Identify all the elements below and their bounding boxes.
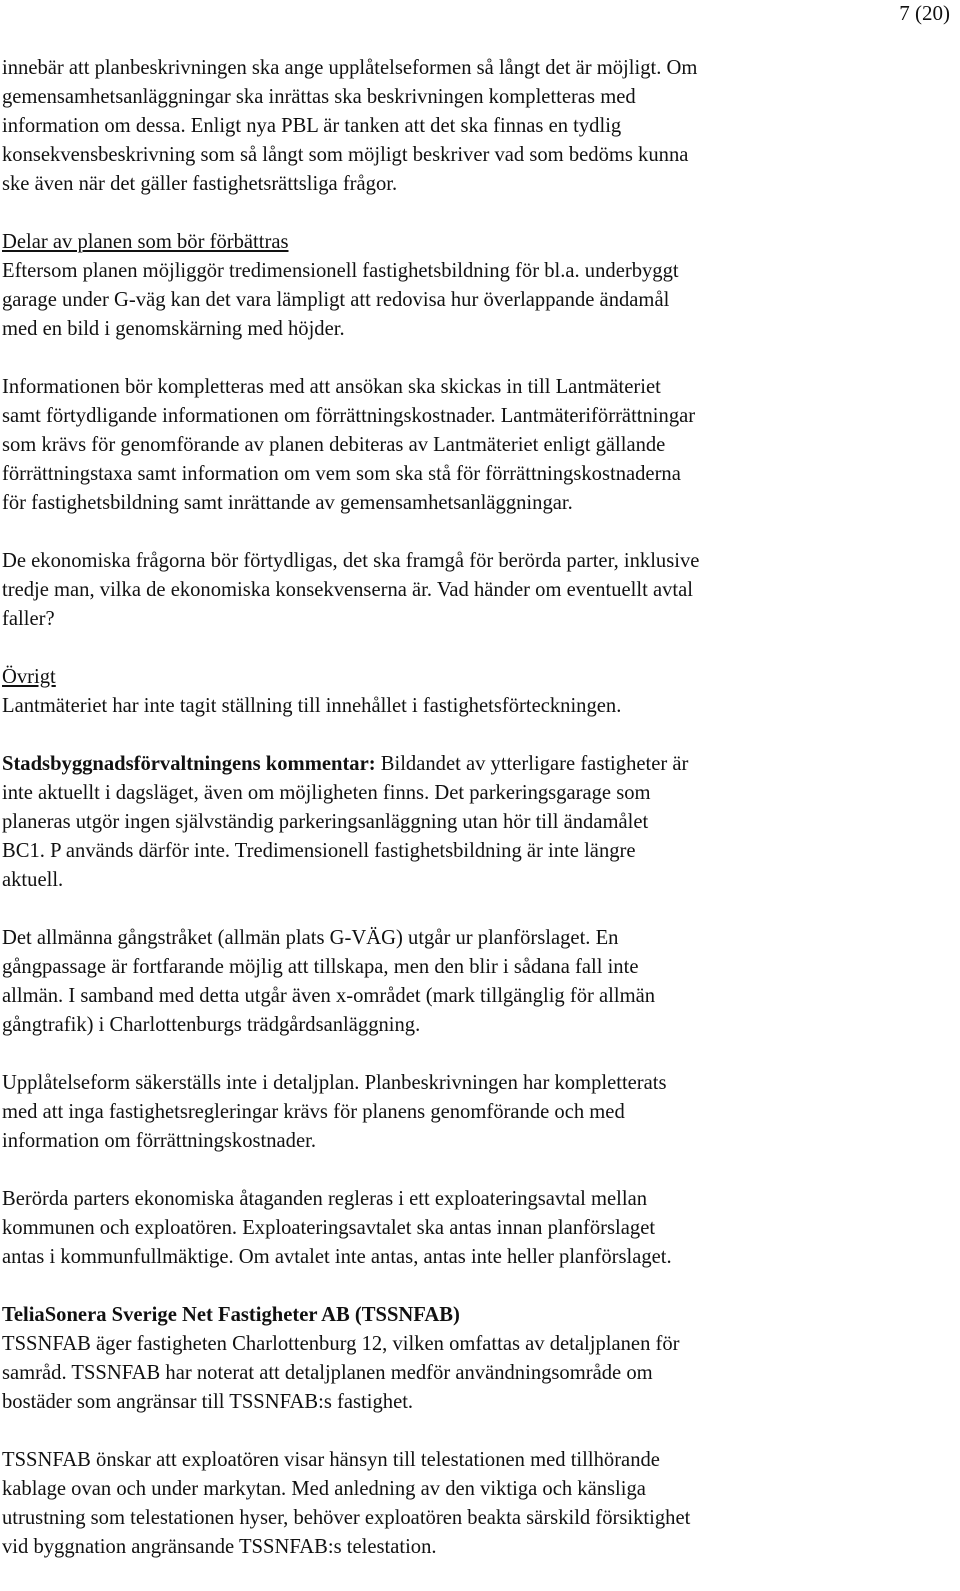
section-heading-other: Övrigt [2, 666, 56, 688]
text-line: information om förrättningskostnader. [2, 1130, 316, 1152]
paragraph-intro [2, 54, 946, 199]
text-line: samråd. TSSNFAB har noterat att detaljplanen medför användningsområde om [2, 1362, 653, 1384]
text-line: faller? [2, 608, 55, 630]
text-line: ske även när det gäller fastighetsrättsliga frågor. [2, 173, 398, 195]
text-line: bostäder som angränsar till TSSNFAB:s fastighet. [2, 1391, 414, 1413]
text-line: Det allmänna gångstråket (allmän plats G-VÄG) utgår ur planförslaget. En [2, 927, 619, 949]
text-line: gångtrafik) i Charlottenburgs trädgårdsanläggning. [2, 1014, 421, 1036]
paragraph-telestation [2, 1446, 946, 1562]
text-line: förrättningstaxa samt information om vem som ska stå för förrättningskostnaderna [2, 463, 681, 485]
paragraph-economics [2, 547, 946, 634]
text-line: Upplåtelseform säkerställs inte i detaljplan. Planbeskrivningen har kompletterats [2, 1072, 667, 1094]
text-line: gemensamhetsanläggningar ska inrättas ska beskrivningen kompletteras med [2, 86, 636, 108]
text-line: aktuell. [2, 869, 64, 891]
paragraph-other [2, 663, 946, 721]
text-line: Informationen bör kompletteras med att ansökan ska skickas in till Lantmäteriet [2, 376, 661, 398]
text-line: De ekonomiska frågorna bör förtydligas, det ska framgå för berörda parter, inklusive [2, 550, 700, 572]
text-line: garage under G-väg kan det vara lämpligt att redovisa hur överlappande ändamål [2, 289, 670, 311]
text-line: utrustning som telestationen hyser, behöver exploatören beakta särskild försiktighet [2, 1507, 691, 1529]
text-line: Lantmäteriet har inte tagit ställning till innehållet i fastighetsförteckningen. [2, 695, 622, 717]
text-line: kommunen och exploatören. Exploateringsavtalet ska antas innan planförslaget [2, 1217, 656, 1239]
text-line: samt förtydligande informationen om förrättningskostnader. Lantmäteriförrättningar [2, 405, 696, 427]
paragraph-tenure [2, 1069, 946, 1156]
text-line: BC1. P används därför inte. Tredimensionell fastighetsbildning är inte längre [2, 840, 636, 862]
paragraph-walkway [2, 924, 946, 1040]
text-line: kablage ovan och under markytan. Med anledning av den viktiga och känsliga [2, 1478, 646, 1500]
text-line: TSSNFAB äger fastigheten Charlottenburg 12, vilken omfattas av detaljplanen för [2, 1333, 680, 1355]
text-line: TSSNFAB önskar att exploatören visar hänsyn till telestationen med tillhörande [2, 1449, 660, 1471]
text-line: inte aktuellt i dagsläget, även om möjligheten finns. Det parkeringsgarage som [2, 782, 651, 804]
text-line: för fastighetsbildning samt inrättande av gemensamhetsanläggningar. [2, 492, 573, 514]
paragraph-agreement [2, 1185, 946, 1272]
text-line: som krävs för genomförande av planen debiteras av Lantmäteriet enligt gällande [2, 434, 666, 456]
text-line: gångpassage är fortfarande möjlig att tillskapa, men den blir i sådana fall inte [2, 956, 639, 978]
text-line: vid byggnation angränsande TSSNFAB:s telestation. [2, 1536, 437, 1558]
text-line: med en bild i genomskärning med höjder. [2, 318, 345, 340]
text-line: med att inga fastighetsregleringar krävs för planens genomförande och med [2, 1101, 625, 1123]
document-body [2, 54, 946, 1591]
paragraph-comment [2, 750, 946, 895]
text-line: Berörda parters ekonomiska åtaganden regleras i ett exploateringsavtal mellan [2, 1188, 648, 1210]
text-line: allmän. I samband med detta utgår även x-området (mark tillgänglig för allmän [2, 985, 656, 1007]
text-line: information om dessa. Enligt nya PBL är tanken att det ska finnas en tydlig [2, 115, 622, 137]
page-number: 7 (20) [899, 1, 950, 25]
text-fragment: Bildandet av ytterligare fastigheter är [375, 753, 689, 775]
comment-first-line [2, 750, 946, 779]
paragraph-improvements [2, 228, 946, 344]
section-heading-improvements: Delar av planen som bör förbättras [2, 231, 289, 253]
paragraph-teliasonera [2, 1301, 946, 1417]
text-line: planeras utgör ingen självständig parkeringsanläggning utan hör till ändamålet [2, 811, 649, 833]
paragraph-information [2, 373, 946, 518]
comment-lead: Stadsbyggnadsförvaltningens kommentar: [2, 753, 376, 775]
text-line: tredje man, vilka de ekonomiska konsekvenserna är. Vad händer om eventuellt avtal [2, 579, 694, 601]
text-line: konsekvensbeskrivning som så långt som möjligt beskriver vad som bedöms kunna [2, 144, 689, 166]
text-line: antas i kommunfullmäktige. Om avtalet inte antas, antas inte heller planförslaget. [2, 1246, 672, 1268]
text-line: Eftersom planen möjliggör tredimensionell fastighetsbildning för bl.a. underbyggt [2, 260, 679, 282]
text-line: innebär att planbeskrivningen ska ange upplåtelseformen så långt det är möjligt. Om [2, 57, 698, 79]
section-heading-teliasonera: TeliaSonera Sverige Net Fastigheter AB (TSSNFAB) [2, 1304, 460, 1326]
